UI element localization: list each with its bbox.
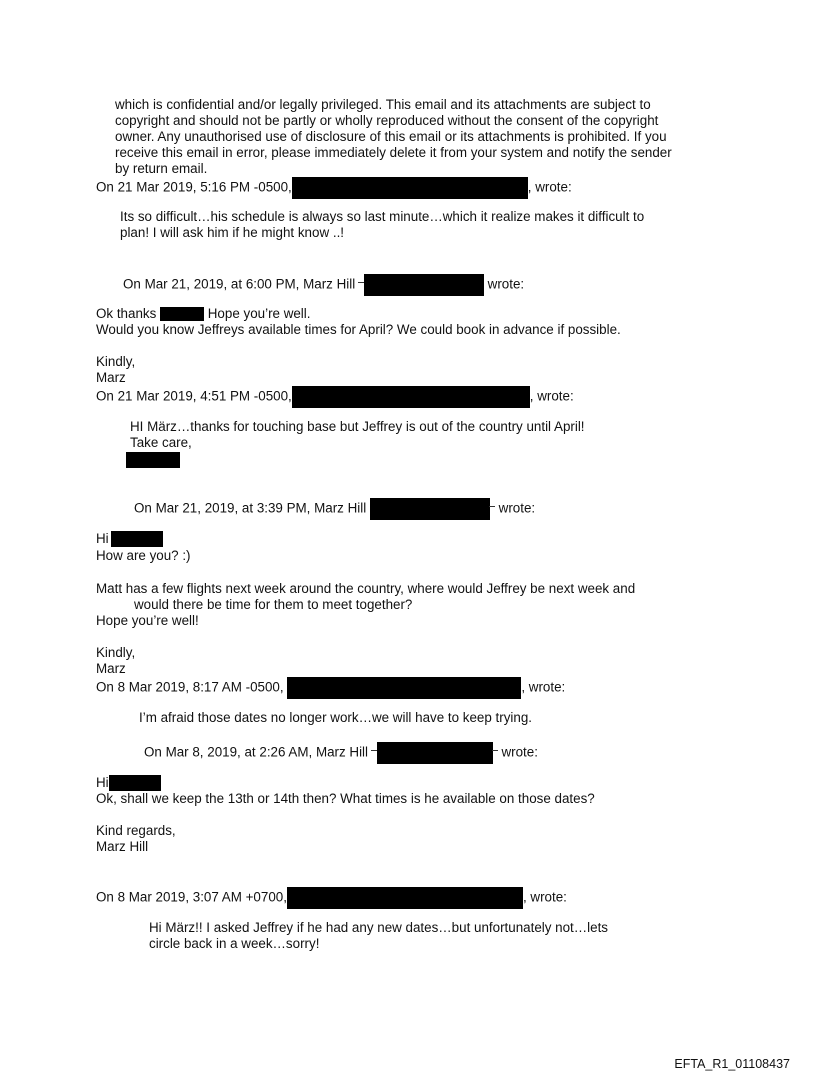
redaction-block: [377, 742, 493, 764]
redaction-block: [287, 677, 521, 699]
disclaimer-line: which is confidential and/or legally privileged. This email and its attachments are subject to: [115, 97, 651, 112]
email-body-line: Matt has a few flights next week around the country, where would Jeffrey be next week and: [96, 581, 636, 596]
email-header: [96, 887, 567, 909]
email-signature: [126, 452, 180, 468]
email-signature: Marz: [96, 370, 126, 385]
redaction-block: [109, 775, 161, 791]
angle-bracket-icon: [489, 506, 495, 513]
header-date: On 8 Mar 2019, 3:07 AM +0700,: [96, 889, 287, 905]
email-header: [96, 677, 565, 699]
header-wrote: , wrote:: [521, 679, 566, 695]
header-date: On 8 Mar 2019, 8:17 AM -0500,: [96, 679, 284, 695]
email-body-line: How are you? :): [96, 548, 191, 563]
header-date: On Mar 8, 2019, at 2:26 AM, Marz Hill: [144, 744, 369, 760]
email-body-line: would there be time for them to meet together?: [134, 597, 413, 612]
redaction-block: [160, 307, 204, 321]
angle-bracket-icon: [492, 750, 498, 757]
email-signoff: Kind regards,: [96, 823, 176, 838]
email-body-line: Would you know Jeffreys available times for April? We could book in advance if possible.: [96, 322, 621, 337]
greeting-text: Ok thanks: [96, 306, 157, 321]
greeting-text: Hope you’re well.: [207, 306, 311, 321]
redaction-block: [292, 386, 530, 408]
email-signoff: Kindly,: [96, 645, 136, 660]
email-body-line: Take care,: [130, 435, 192, 450]
redaction-block: [292, 177, 528, 199]
disclaimer-line: by return email.: [115, 161, 208, 176]
email-header: [144, 742, 538, 764]
disclaimer-line: copyright and should not be partly or wholly reproduced without the consent of the copyright: [115, 113, 659, 128]
disclaimer-line: owner. Any unauthorised use of disclosure of this email or its attachments is prohibited. If you: [115, 129, 667, 144]
redaction-block: [111, 531, 163, 547]
greeting-text: Hi: [96, 531, 109, 546]
header-wrote: wrote:: [498, 500, 536, 516]
email-body-line: Hope you’re well!: [96, 613, 199, 628]
redaction-block: [287, 887, 523, 909]
header-wrote: wrote:: [487, 276, 525, 292]
email-greeting: [96, 306, 310, 321]
header-date: On 21 Mar 2019, 4:51 PM -0500,: [96, 388, 292, 404]
email-header: [134, 498, 535, 520]
email-body-line: Hi März!! I asked Jeffrey if he had any new dates…but unfortunately not…lets: [149, 920, 608, 935]
email-header: [96, 177, 572, 199]
document-id: EFTA_R1_01108437: [674, 1057, 790, 1071]
email-body-line: plan! I will ask him if he might know ..!: [120, 225, 345, 240]
header-date: On Mar 21, 2019, at 3:39 PM, Marz Hill: [134, 500, 367, 516]
email-signature: Marz Hill: [96, 839, 149, 854]
email-body-line: HI März…thanks for touching base but Jeffrey is out of the country until April!: [130, 419, 585, 434]
email-body-line: Ok, shall we keep the 13th or 14th then? What times is he available on those dates?: [96, 791, 595, 806]
email-header: [123, 274, 524, 296]
email-greeting: [96, 531, 163, 547]
header-wrote: wrote:: [501, 744, 538, 760]
header-wrote: , wrote:: [529, 388, 574, 404]
greeting-text: Hi: [96, 775, 109, 790]
header-date: On Mar 21, 2019, at 6:00 PM, Marz Hill: [123, 276, 356, 292]
email-greeting: [96, 775, 161, 791]
email-header: [96, 386, 574, 408]
redaction-block: [126, 452, 180, 468]
email-body-line: Its so difficult…his schedule is always so last minute…which it realize makes it difficult to: [120, 209, 645, 224]
email-signoff: Kindly,: [96, 354, 136, 369]
email-signature: Marz: [96, 661, 126, 676]
redaction-block: [364, 274, 484, 296]
header-date: On 21 Mar 2019, 5:16 PM -0500,: [96, 179, 292, 195]
header-wrote: , wrote:: [527, 179, 572, 195]
disclaimer-line: receive this email in error, please immediately delete it from your system and notify the sender: [115, 145, 672, 160]
header-wrote: , wrote:: [522, 889, 567, 905]
email-body-line: I’m afraid those dates no longer work…we will have to keep trying.: [139, 710, 532, 725]
email-body-line: circle back in a week…sorry!: [149, 936, 320, 951]
redaction-block: [370, 498, 490, 520]
